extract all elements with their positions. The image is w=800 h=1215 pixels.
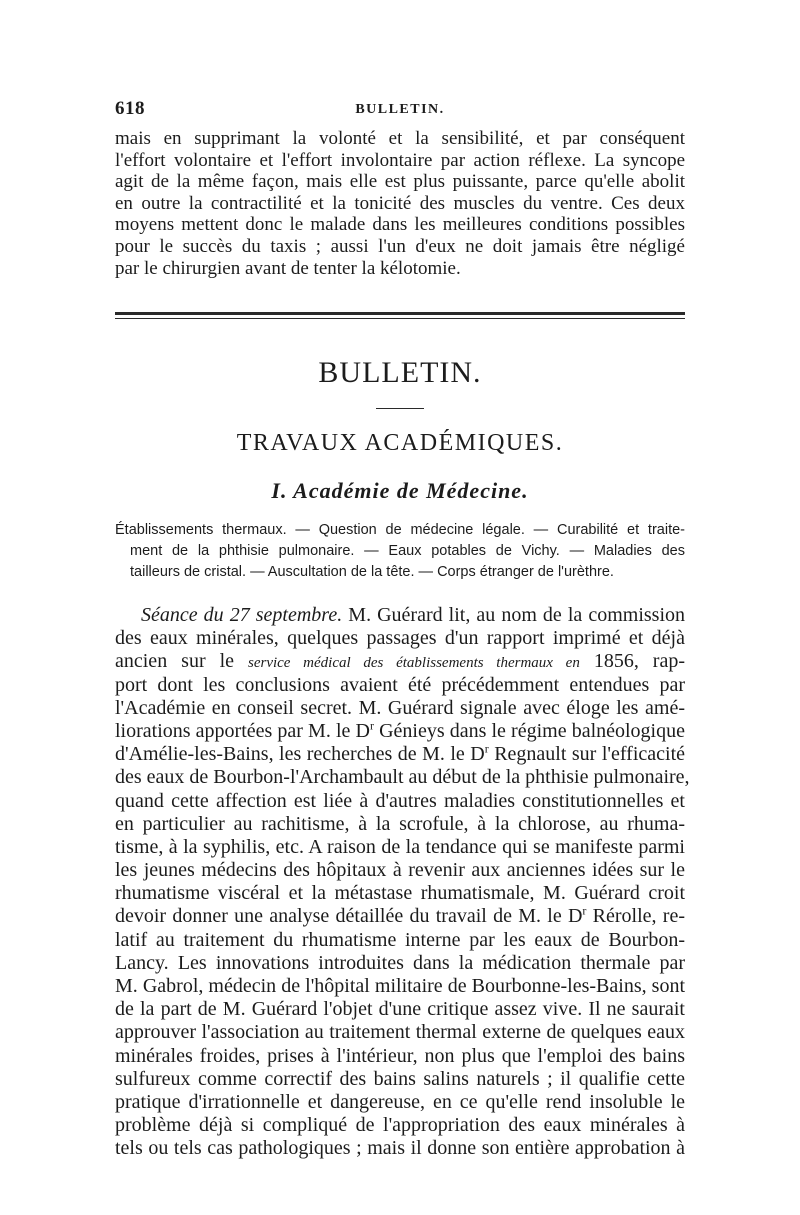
- text-line: minérales froides, prises à l'intérieur, non plus que l'emploi des bains: [115, 1044, 685, 1067]
- text-line: sulfureux comme correctif des bains salins naturels ; il qualifie cette: [115, 1067, 685, 1090]
- superscript: r: [484, 741, 489, 756]
- text-line: approuver l'association au traitement thermal externe de quelques eaux: [115, 1021, 685, 1044]
- text-run: liorations apportées par M. le D: [115, 719, 370, 742]
- text-line: rhumatisme viscéral et la métastase rhumatismale, M. Guérard croit: [115, 882, 685, 905]
- section-divider-thick: [115, 312, 685, 315]
- text-line: [115, 905, 685, 928]
- session-date: Séance du 27 septembre.: [141, 604, 343, 626]
- text-line: latif au traitement du rhumatisme interne par les eaux de Bourbon-: [115, 928, 685, 951]
- summary-line: ment de la phthisie pulmonaire. — Eaux potables de Vichy. — Maladies des: [130, 543, 685, 559]
- text-line: Lancy. Les innovations introduites dans la médication thermale par: [115, 951, 685, 974]
- text-line: pour le succès du taxis ; aussi l'un d'eux ne doit jamais être négligé: [115, 235, 685, 257]
- text-line: [115, 650, 685, 673]
- text-line: des eaux minérales, quelques passages d'un rapport imprimé et déjà: [115, 627, 685, 650]
- text-line: [115, 604, 685, 627]
- superscript: r: [369, 718, 374, 733]
- text-line: tels ou tels cas pathologiques ; mais il donne son entière approbation à: [115, 1137, 685, 1160]
- summary-block: [115, 520, 685, 583]
- page-number: 618: [115, 98, 145, 119]
- subsection-heading: I. Académie de Médecine.: [271, 478, 529, 503]
- text-run: M. Guérard lit, au nom de la commission: [342, 604, 685, 626]
- intro-paragraph: [115, 128, 685, 279]
- text-run: Rérolle, re-: [586, 905, 685, 928]
- running-head: [115, 98, 685, 124]
- text-line: l'effort volontaire et l'effort involontaire par action réflexe. La syncope: [115, 149, 685, 171]
- text-line: port dont les conclusions avaient été précédemment entendues par: [115, 673, 685, 696]
- summary-line: tailleurs de cristal. — Auscultation de la tête. — Corps étranger de l'urèthre.: [130, 564, 614, 580]
- text-run: d'Amélie-les-Bains, les recherches de M. le D: [115, 743, 485, 766]
- heading-rule: [376, 408, 424, 409]
- text-line: des eaux de Bourbon-l'Archambault au début de la phthisie pulmonaire,: [115, 766, 690, 789]
- section-heading: TRAVAUX ACADÉMIQUES.: [236, 430, 564, 456]
- running-title: BULLETIN.: [355, 102, 445, 117]
- text-line: mais en supprimant la volonté et la sensibilité, et par conséquent: [115, 128, 685, 149]
- text-line: quand cette affection est liée à d'autres maladies constitutionnelles et: [115, 789, 685, 812]
- text-run: 1856, rap-: [579, 650, 685, 673]
- bulletin-heading: BULLETIN.: [318, 356, 482, 389]
- text-line: problème déjà si compliqué de l'appropriation des eaux minérales à: [115, 1114, 685, 1137]
- text-line: tisme, à la syphilis, etc. A raison de la tendance qui se manifeste parmi: [115, 835, 685, 858]
- text-line: l'Académie en conseil secret. M. Guérard signale avec éloge les amé-: [115, 696, 685, 719]
- text-run: ancien sur le: [115, 650, 248, 673]
- italic-title: service médical des établissements thermaux en: [247, 655, 580, 672]
- text-line: M. Gabrol, médecin de l'hôpital militaire de Bourbonne-les-Bains, sont: [115, 975, 685, 997]
- superscript: r: [582, 903, 587, 918]
- text-run: devoir donner une analyse détaillée du travail de M. le D: [115, 905, 583, 928]
- text-line: pratique d'irrationnelle et dangereuse, en ce qu'elle rend insoluble le: [115, 1090, 685, 1113]
- text-line: en outre la contractilité et la tonicité des muscles du ventre. Ces deux: [115, 192, 685, 214]
- text-line: de la part de M. Guérard l'objet d'une critique assez vive. Il ne saurait: [115, 998, 685, 1021]
- text-line: moyens mettent donc le malade dans les meilleures conditions possibles: [115, 214, 685, 236]
- text-line: [115, 743, 685, 766]
- body-paragraph: [115, 604, 690, 1161]
- text-line: les jeunes médecins des hôpitaux à revenir aux anciennes idées sur le: [115, 859, 685, 882]
- text-line: par le chirurgien avant de tenter la kélotomie.: [115, 257, 461, 279]
- section-divider-thin: [115, 318, 685, 319]
- text-line: agit de la même façon, mais elle est plus puissante, parce qu'elle abolit: [115, 171, 685, 193]
- text-line: en particulier au rachitisme, à la scrofule, à la chlorose, au rhuma-: [115, 812, 685, 835]
- text-run: Regnault sur l'efficacité: [488, 743, 685, 766]
- text-line: [115, 720, 685, 743]
- summary-line: Établissements thermaux. — Question de médecine légale. — Curabilité et traite-: [115, 522, 685, 538]
- text-run: Génieys dans le régime balnéologique: [373, 719, 685, 742]
